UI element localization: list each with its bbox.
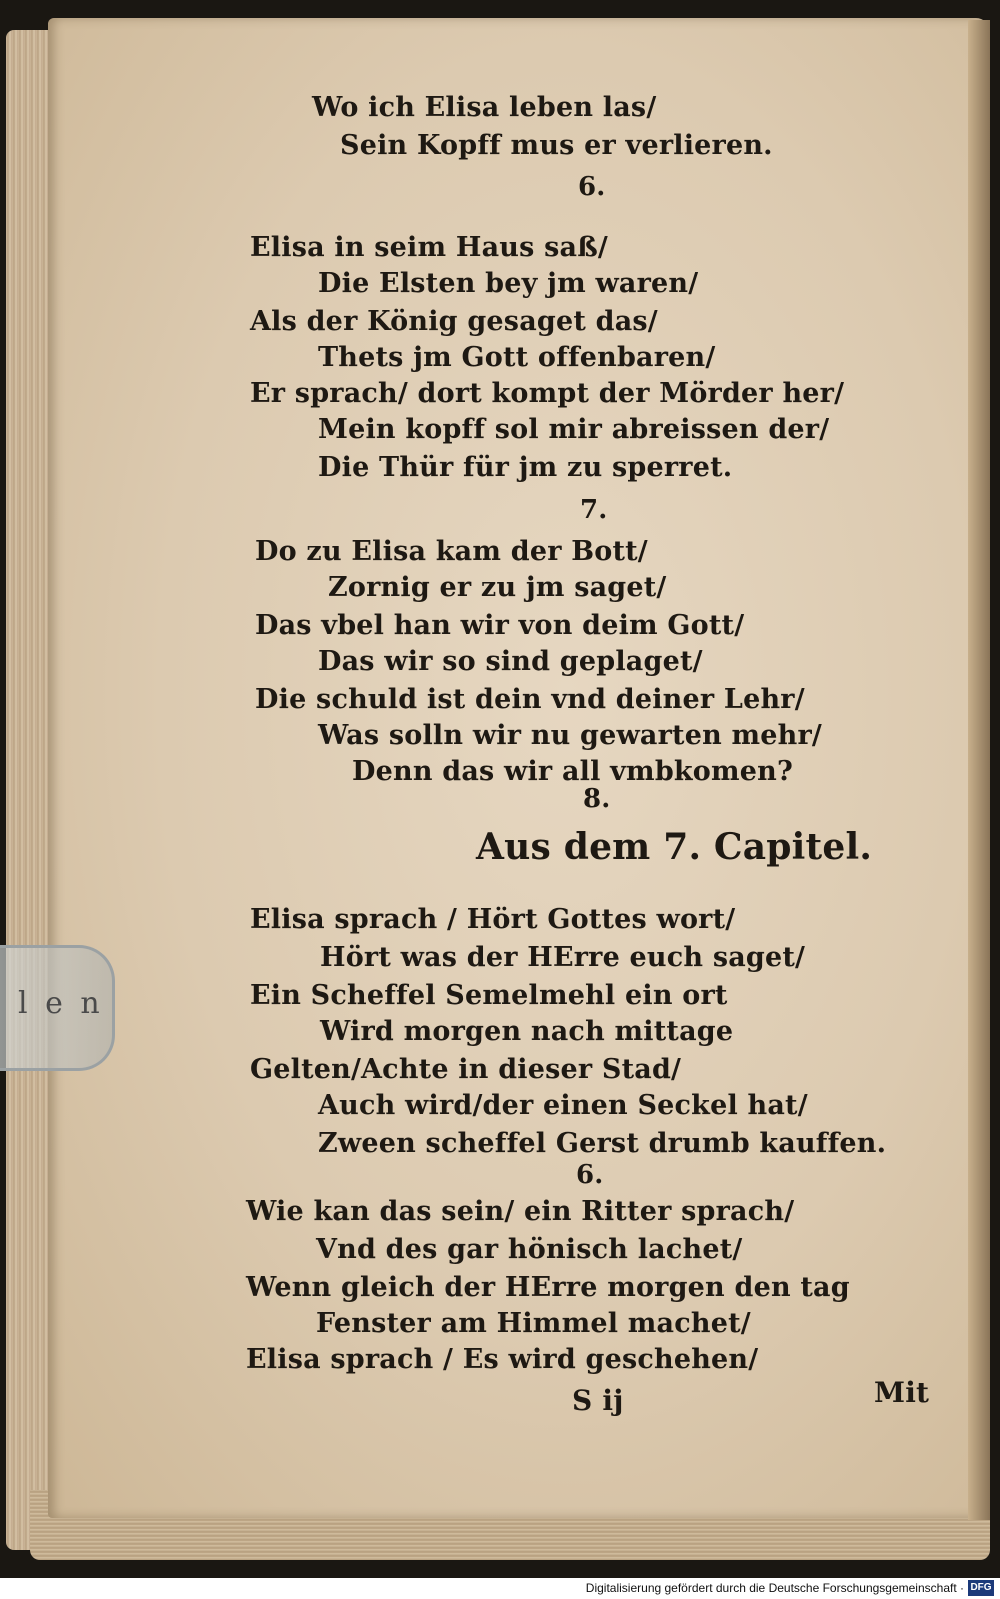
verse-line: Vnd des gar hönisch lachet/	[316, 1234, 743, 1265]
verse-line: Das wir so sind geplaget/	[318, 646, 703, 677]
verse-line: Gelten/Achte in dieser Stad/	[250, 1054, 682, 1085]
verse-line: Wo ich Elisa leben las/	[312, 92, 657, 123]
catchword: Mit	[874, 1376, 930, 1409]
clip-text: l e n	[18, 986, 104, 1021]
verse-line: Er sprach/ dort kompt der Mörder her/	[250, 378, 845, 409]
verse-line: Elisa in seim Haus saß/	[250, 232, 608, 263]
verse-line: Das vbel han wir von deim Gott/	[255, 610, 745, 641]
verse-line: Fenster am Himmel machet/	[316, 1308, 751, 1339]
verse-line: Ein Scheffel Semelmehl ein ort	[250, 980, 728, 1011]
verse-line: Hört was der HErre euch saget/	[320, 942, 806, 973]
verse-line: Wenn gleich der HErre morgen den tag	[246, 1272, 850, 1303]
page-right-edge	[968, 20, 990, 1520]
verse-line: Die schuld ist dein vnd deiner Lehr/	[255, 684, 805, 715]
verse-line: Mein kopff sol mir abreissen der/	[318, 414, 830, 445]
dfg-logo-icon: DFG	[968, 1580, 994, 1596]
verse-line: Do zu Elisa kam der Bott/	[255, 536, 648, 567]
stanza-number: 7.	[580, 495, 608, 525]
verse-line: Die Thür für jm zu sperret.	[318, 452, 733, 483]
stanza-number: 8.	[583, 784, 611, 814]
stanza-number: 6.	[578, 172, 606, 202]
page-clip	[0, 945, 115, 1071]
verse-line: Elisa sprach / Es wird geschehen/	[246, 1344, 759, 1375]
stanza-number: 6.	[576, 1160, 604, 1190]
footer-credit: Digitalisierung gefördert durch die Deutsche Forschungsgemeinschaft ·	[585, 1581, 964, 1595]
verse-line: Wie kan das sein/ ein Ritter sprach/	[246, 1196, 795, 1227]
verse-line: Was solln wir nu gewarten mehr/	[318, 720, 822, 751]
verse-line: Wird morgen nach mittage	[320, 1016, 734, 1047]
footer-bar	[0, 1578, 1000, 1599]
verse-line: Die Elsten bey jm waren/	[318, 268, 699, 299]
verse-line: Zornig er zu jm saget/	[328, 572, 667, 603]
verse-line: Zween scheffel Gerst drumb kauffen.	[318, 1128, 887, 1159]
signature-mark: S ij	[572, 1384, 624, 1417]
chapter-heading: Aus dem 7. Capitel.	[476, 826, 873, 868]
verse-line: Sein Kopff mus er verlieren.	[340, 130, 773, 161]
verse-line: Thets jm Gott offenbaren/	[318, 342, 716, 373]
verse-line: Elisa sprach / Hört Gottes wort/	[250, 904, 736, 935]
verse-line: Als der König gesaget das/	[250, 306, 658, 337]
verse-line: Auch wird/der einen Seckel hat/	[318, 1090, 808, 1121]
verse-line: Denn das wir all vmbkomen?	[352, 756, 794, 787]
